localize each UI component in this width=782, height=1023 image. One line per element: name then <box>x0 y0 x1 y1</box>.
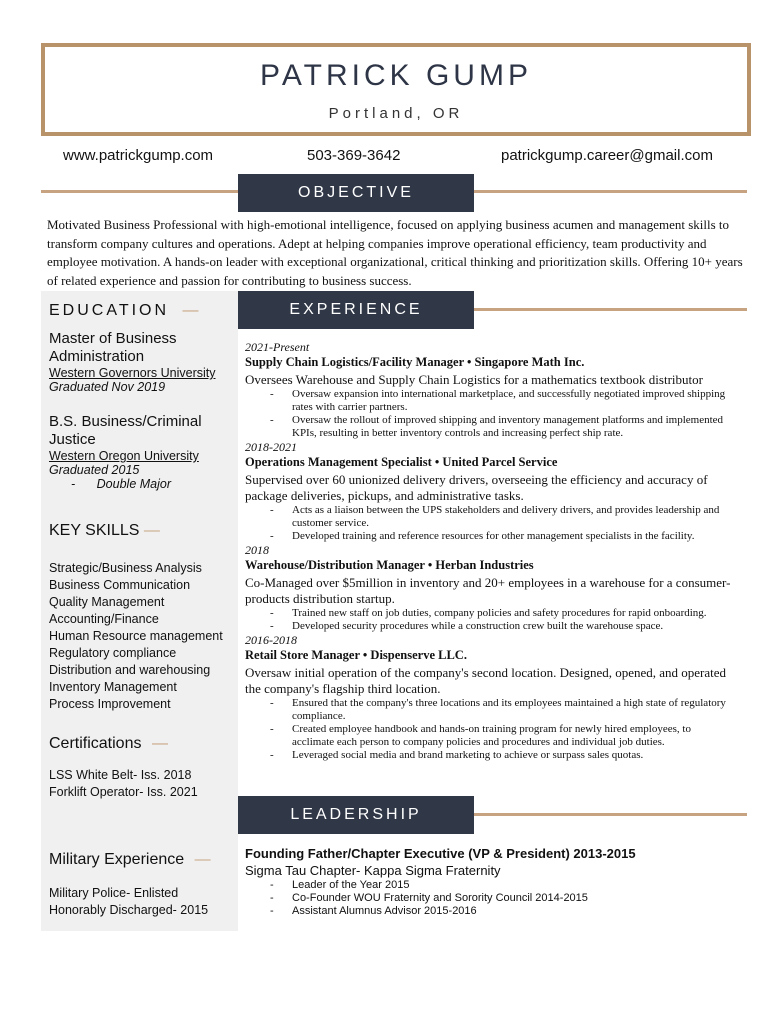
name-header-box <box>41 43 751 136</box>
job-bullets <box>245 697 740 762</box>
experience-heading: EXPERIENCE <box>238 291 474 329</box>
skill-item: Accounting/Finance <box>49 612 159 626</box>
skill-item: Inventory Management <box>49 680 177 694</box>
job-entry <box>245 543 740 633</box>
certifications-dash: — <box>151 735 168 752</box>
job-summary: Supervised over 60 unionized delivery drivers, overseeing the efficiency and accuracy of package deliveries, pickups, and administrative tasks. <box>245 472 708 503</box>
job-bullet: - Trained new staff on job duties, company policies and safety procedures for rapid onboarding. <box>245 607 732 620</box>
skill-item: Strategic/Business Analysis <box>49 561 202 575</box>
contact-website[interactable]: www.patrickgump.com <box>63 147 214 164</box>
job-title: Supply Chain Logistics/Facility Manager • Singapore Math Inc. <box>245 355 585 369</box>
degree-note-bullet: - <box>71 477 76 491</box>
skill-item: Distribution and warehousing <box>49 663 211 677</box>
degree-note-text: Double Major <box>96 477 171 491</box>
leadership-section <box>245 846 745 918</box>
certifications-heading-text: Certifications <box>49 735 142 752</box>
candidate-name: PATRICK GUMP <box>260 59 532 92</box>
skill-item: Business Communication <box>49 578 191 592</box>
job-dates: 2021-Present <box>245 340 310 354</box>
leadership-bullet: - Co-Founder WOU Fraternity and Sorority Council 2014-2015 <box>245 892 732 905</box>
candidate-location: Portland, OR <box>328 105 464 122</box>
school-name: Western Governors University <box>49 366 216 380</box>
job-entry <box>245 340 740 440</box>
military-heading <box>49 851 211 869</box>
certifications-heading <box>49 735 168 753</box>
job-summary: Oversees Warehouse and Supply Chain Logistics for a mathematics textbook distributor <box>245 372 703 387</box>
job-title: Operations Management Specialist • United Parcel Service <box>245 455 558 469</box>
degree-note <box>49 477 234 491</box>
military-heading-text: Military Experience <box>49 851 185 868</box>
degree-1 <box>49 330 234 394</box>
job-entry <box>245 440 740 543</box>
skill-item: Process Improvement <box>49 697 171 711</box>
skills-heading <box>49 522 160 540</box>
objective-text: Motivated Business Professional with high-emotional intelligence, focused on applying business acumen and management skills to transform company cultures and operations. Adept at helping companies improve operational efficiency, team productivity and employee motivation. A hands-on leader with exceptional organizational, critical thinking and prioritization skills. Offering 10+ years of related experience and passion for contributing to business success. <box>47 217 743 288</box>
leadership-heading: LEADERSHIP <box>238 796 474 834</box>
skill-item: Human Resource management <box>49 629 223 643</box>
military-dash: — <box>194 851 211 868</box>
job-bullets <box>245 504 740 543</box>
graduation-date: Graduated Nov 2019 <box>49 380 166 394</box>
skill-item: Quality Management <box>49 595 165 609</box>
graduation-date: Graduated 2015 <box>49 463 140 477</box>
job-bullet: - Ensured that the company's three locations and its employees maintained a high state of regulatory compliance. <box>245 697 732 723</box>
job-dates: 2016-2018 <box>245 633 297 647</box>
job-title: Retail Store Manager • Dispenserve LLC. <box>245 648 467 662</box>
leadership-org: Sigma Tau Chapter- Kappa Sigma Fraternity <box>245 863 501 878</box>
objective-heading: OBJECTIVE <box>238 174 474 212</box>
degree-title: B.S. Business/Criminal Justice <box>49 413 202 448</box>
degree-2 <box>49 413 234 491</box>
leadership-bullet: - Assistant Alumnus Advisor 2015-2016 <box>245 905 732 918</box>
job-bullet: - Oversaw expansion into international marketplace, and successfully negotiated improved shipping rates with carrier partners. <box>245 388 732 414</box>
leadership-title: Founding Father/Chapter Executive (VP & President) 2013-2015 <box>245 846 636 861</box>
military-list <box>49 885 208 919</box>
job-summary: Oversaw initial operation of the company's second location. Designed, opened, and operated the company's flagship third location. <box>245 665 727 696</box>
military-item: Honorably Discharged- 2015 <box>49 903 209 917</box>
education-dash: — <box>182 302 199 319</box>
certification-item: LSS White Belt- Iss. 2018 <box>49 768 192 782</box>
job-dates: 2018-2021 <box>245 440 297 454</box>
job-title: Warehouse/Distribution Manager • Herban Industries <box>245 558 534 572</box>
job-bullet: - Developed security procedures while a construction crew built the warehouse space. <box>245 620 732 633</box>
contact-phone[interactable]: 503-369-3642 <box>307 147 401 164</box>
job-bullet: - Developed training and reference resources for other management specialists in the facility. <box>245 530 732 543</box>
education-heading <box>49 302 199 320</box>
skills-list <box>49 560 223 713</box>
job-bullets <box>245 607 740 633</box>
school-name: Western Oregon University <box>49 449 199 463</box>
job-dates: 2018 <box>245 543 269 557</box>
job-bullet: - Acts as a liaison between the UPS stakeholders and delivery drivers, and provides leadership and customer service. <box>245 504 732 530</box>
certifications-list <box>49 767 198 801</box>
job-bullet: - Oversaw the rollout of improved shipping and inventory management platforms and implemented KPIs, resulting in better inventory controls and increasing perfect ship rate. <box>245 414 732 440</box>
job-summary: Co-Managed over $5million in inventory and 20+ employees in a warehouse for a consumer-products distribution startup. <box>245 575 731 606</box>
degree-title: Master of Business Administration <box>49 330 177 365</box>
experience-rule <box>474 308 747 311</box>
leadership-bullet: - Leader of the Year 2015 <box>245 879 732 892</box>
leadership-rule <box>474 813 747 816</box>
contact-email[interactable]: patrickgump.career@gmail.com <box>501 147 713 164</box>
job-entry <box>245 633 740 762</box>
certification-item: Forklift Operator- Iss. 2021 <box>49 785 198 799</box>
education-heading-text: EDUCATION <box>49 302 170 319</box>
military-item: Military Police- Enlisted <box>49 886 179 900</box>
job-bullet: - Leveraged social media and brand marketing to achieve or surpass sales quotas. <box>245 749 732 762</box>
job-bullet: - Created employee handbook and hands-on training program for newly hired employees, to acclimate each person to company policies and procedures and individual job duties. <box>245 723 732 749</box>
skill-item: Regulatory compliance <box>49 646 177 660</box>
job-bullets <box>245 388 740 440</box>
experience-list <box>245 340 740 762</box>
skills-dash: — <box>143 522 160 539</box>
skills-heading-text: KEY SKILLS <box>49 522 140 539</box>
